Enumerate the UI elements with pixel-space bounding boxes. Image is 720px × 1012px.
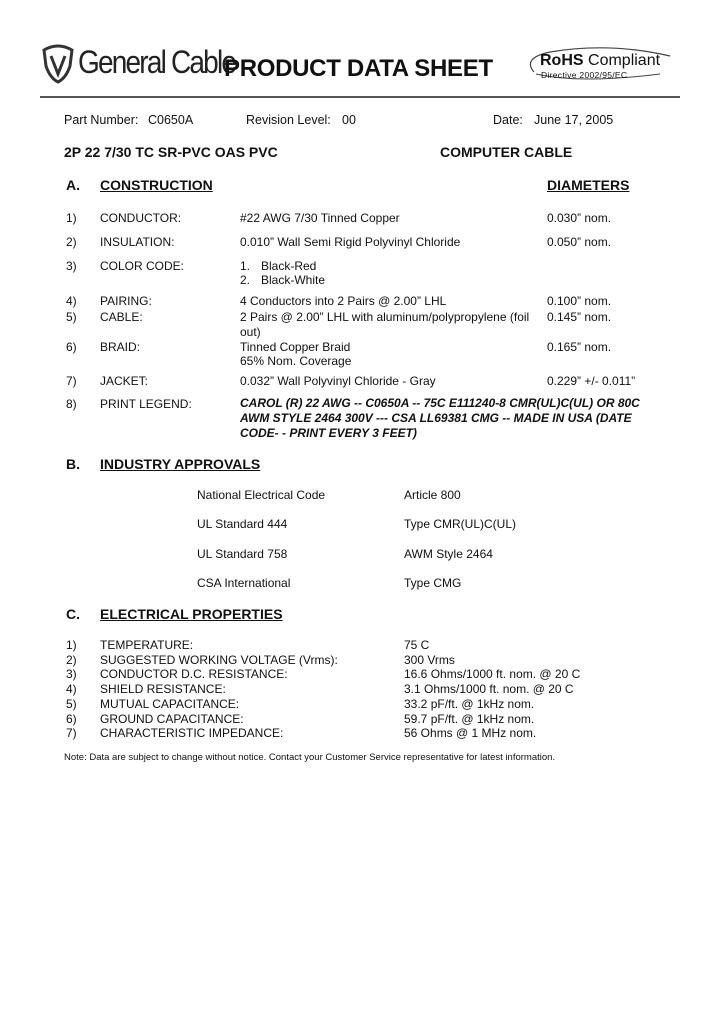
approval-value: AWM Style 2464 [404,547,493,561]
section-a-title: CONSTRUCTION [100,177,213,193]
section-c-title: ELECTRICAL PROPERTIES [100,606,283,622]
electrical-value: 33.2 pF/ft. @ 1kHz nom. [404,697,535,711]
date-value: June 17, 2005 [534,113,614,127]
electrical-num: 1) [66,638,77,652]
part-number-label: Part Number: [64,113,139,127]
section-c-letter: C. [66,606,80,622]
section-b-title: INDUSTRY APPROVALS [100,456,261,472]
section-a-letter: A. [66,177,80,193]
electrical-num: 2) [66,653,77,667]
date-label: Date: [493,113,523,127]
construction-label: INSULATION: [100,235,175,249]
construction-value: 2 Pairs @ 2.00” LHL with aluminum/polypropylene (foil out) [240,310,530,339]
approval-name: National Electrical Code [197,488,326,502]
construction-num: 2) [66,235,77,249]
revision-label: Revision Level: [246,113,331,127]
color-code-num: 2. [240,273,251,287]
electrical-label: GROUND CAPACITANCE: [100,712,244,726]
rohs-badge [540,52,660,70]
electrical-value: 59.7 pF/ft. @ 1kHz nom. [404,712,535,726]
approval-value: Type CMR(UL)C(UL) [404,517,517,531]
product-category: COMPUTER CABLE [440,144,573,160]
product-name: 2P 22 7/30 TC SR-PVC OAS PVC [64,144,278,160]
electrical-num: 5) [66,697,77,711]
rohs-compliant-label: Compliant [588,52,661,69]
construction-num: 3) [66,259,77,273]
rohs-directive: Directive 2002/95/EC [541,70,628,80]
construction-num: 7) [66,374,77,388]
electrical-label: TEMPERATURE: [100,638,194,652]
brand-name: General Cable [78,44,236,80]
electrical-value: 56 Ohms @ 1 MHz nom. [404,726,537,740]
construction-diameter: 0.050” nom. [547,235,612,249]
electrical-label: MUTUAL CAPACITANCE: [100,697,240,711]
electrical-value: 300 Vrms [404,653,455,667]
electrical-num: 4) [66,682,77,696]
construction-value: Tinned Copper Braid [240,340,351,354]
construction-diameter: 0.165” nom. [547,340,612,354]
construction-num: 6) [66,340,77,354]
construction-num: 4) [66,294,77,308]
construction-diameter: 0.145” nom. [547,310,612,324]
electrical-label: CONDUCTOR D.C. RESISTANCE: [100,667,288,681]
electrical-label: SUGGESTED WORKING VOLTAGE (Vrms): [100,653,338,667]
color-code-name: Black-White [261,273,326,287]
construction-value: 0.010” Wall Semi Rigid Polyvinyl Chloride [240,235,461,249]
part-number-value: C0650A [148,113,194,127]
construction-label: CONDUCTOR: [100,211,182,225]
construction-diameter: 0.100” nom. [547,294,612,308]
color-code-name: Black-Red [261,259,317,273]
revision-value: 00 [342,113,356,127]
electrical-num: 7) [66,726,77,740]
construction-value: #22 AWG 7/30 Tinned Copper [240,211,400,225]
footnote: Note: Data are subject to change without notice. Contact your Customer Service representative for latest information. [64,752,556,763]
construction-label: PAIRING: [100,294,152,308]
construction-value: 4 Conductors into 2 Pairs @ 2.00” LHL [240,294,447,308]
construction-label: PRINT LEGEND: [100,397,192,411]
section-b-letter: B. [66,456,80,472]
construction-diameter: 0.229” +/- 0.011” [547,374,636,388]
construction-num: 5) [66,310,77,324]
electrical-num: 3) [66,667,77,681]
construction-value: 0.032” Wall Polyvinyl Chloride - Gray [240,374,436,388]
electrical-value: 3.1 Ohms/1000 ft. nom. @ 20 C [404,682,574,696]
electrical-label: CHARACTERISTIC IMPEDANCE: [100,726,284,740]
approval-name: UL Standard 444 [197,517,288,531]
construction-label: JACKET: [100,374,149,388]
construction-label: COLOR CODE: [100,259,185,273]
header-divider [40,96,680,98]
diameters-title: DIAMETERS [547,177,630,193]
electrical-label: SHIELD RESISTANCE: [100,682,226,696]
electrical-num: 6) [66,712,77,726]
construction-num: 8) [66,397,77,411]
page-title: PRODUCT DATA SHEET [224,55,493,82]
print-legend-text: CAROL (R) 22 AWG -- C0650A -- 75C E111240-8 CMR(UL)C(UL) OR 80C AWM STYLE 2464 300V --- CSA LL69381 CMG -- MADE IN USA (DATE CODE- - PRINT EVERY 3 FEET) [240,396,640,440]
construction-label: CABLE: [100,310,143,324]
construction-diameter: 0.030” nom. [547,211,612,225]
approval-value: Type CMG [404,576,462,590]
general-cable-logo-icon [40,44,76,84]
approval-name: CSA International [197,576,291,590]
construction-value-line2: 65% Nom. Coverage [240,354,352,368]
color-code-num: 1. [240,259,251,273]
rohs-label: RoHS [540,52,584,69]
approval-name: UL Standard 758 [197,547,288,561]
approval-value: Article 800 [404,488,461,502]
construction-label: BRAID: [100,340,141,354]
electrical-value: 16.6 Ohms/1000 ft. nom. @ 20 C [404,667,581,681]
construction-num: 1) [66,211,77,225]
electrical-value: 75 C [404,638,430,652]
